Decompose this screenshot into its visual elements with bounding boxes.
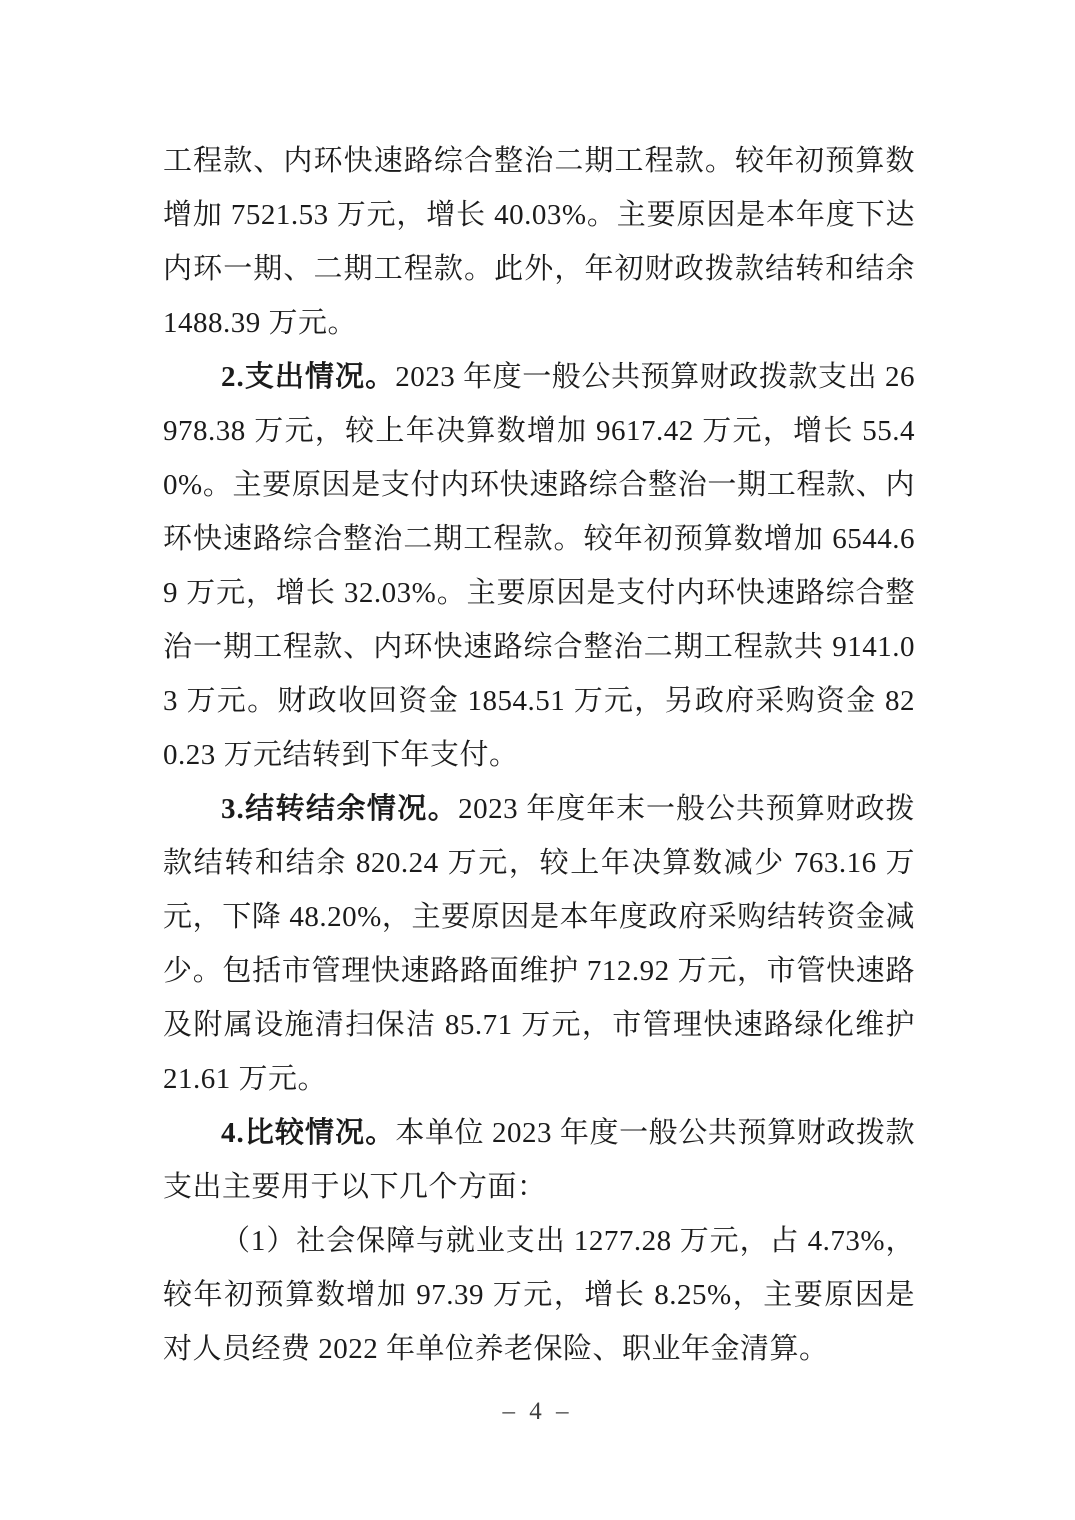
paragraph-text: （1）社会保障与就业支出 1277.28 万元，占 4.73%，较年初预算数增加 97.39 万元，增长 8.25%，主要原因是对人员经费 2022 年单位养老保险、职业年金清算。 <box>163 1225 915 1365</box>
section-heading-inline: 2.支出情况。 <box>221 361 396 393</box>
page-number: – 4 – <box>502 1398 573 1425</box>
paragraph-continuation <box>163 134 915 350</box>
paragraph-text: 工程款、内环快速路综合整治二期工程款。较年初预算数增加 7521.53 万元，增长 40.03%。主要原因是本年度下达内环一期、二期工程款。此外，年初财政拨款结转和结余 1488.39 万元。 <box>163 145 915 339</box>
paragraph-social-security-item <box>163 1214 915 1376</box>
section-heading-inline: 3.结转结余情况。 <box>221 793 459 825</box>
paragraph-text: 2023 年度一般公共预算财政拨款支出 26978.38 万元，较上年决算数增加 9617.42 万元，增长 55.40%。主要原因是支付内环快速路综合整治一期工程款、内环快速路综合整治二期工程款。较年初预算数增加 6544.69 万元，增长 32.03%。主要原因是支付内环快速路综合整治一期工程款、内环快速路综合整治二期工程款共 9141.03 万元。财政收回资金 1854.51 万元，另政府采购资金 820.23 万元结转到下年支付。 <box>163 361 915 771</box>
paragraph-expenditure-overview <box>163 350 915 782</box>
paragraph-text: 本单位 2023 年度一般公共预算财政拨款支出主要用于以下几个方面： <box>163 1117 915 1203</box>
section-heading-inline: 4.比较情况。 <box>221 1117 396 1149</box>
paragraph-comparison <box>163 1106 915 1214</box>
document-body <box>163 134 915 1376</box>
paragraph-carryover-balance <box>163 782 915 1106</box>
paragraph-text: 2023 年度年末一般公共预算财政拨款结转和结余 820.24 万元，较上年决算数减少 763.16 万元，下降 48.20%，主要原因是本年度政府采购结转资金减少。包括市管理快速路路面维护 712.92 万元，市管快速路及附属设施清扫保洁 85.71 万元，市管理快速路绿化维护 21.61 万元。 <box>163 793 915 1095</box>
page-footer <box>0 1398 1075 1426</box>
